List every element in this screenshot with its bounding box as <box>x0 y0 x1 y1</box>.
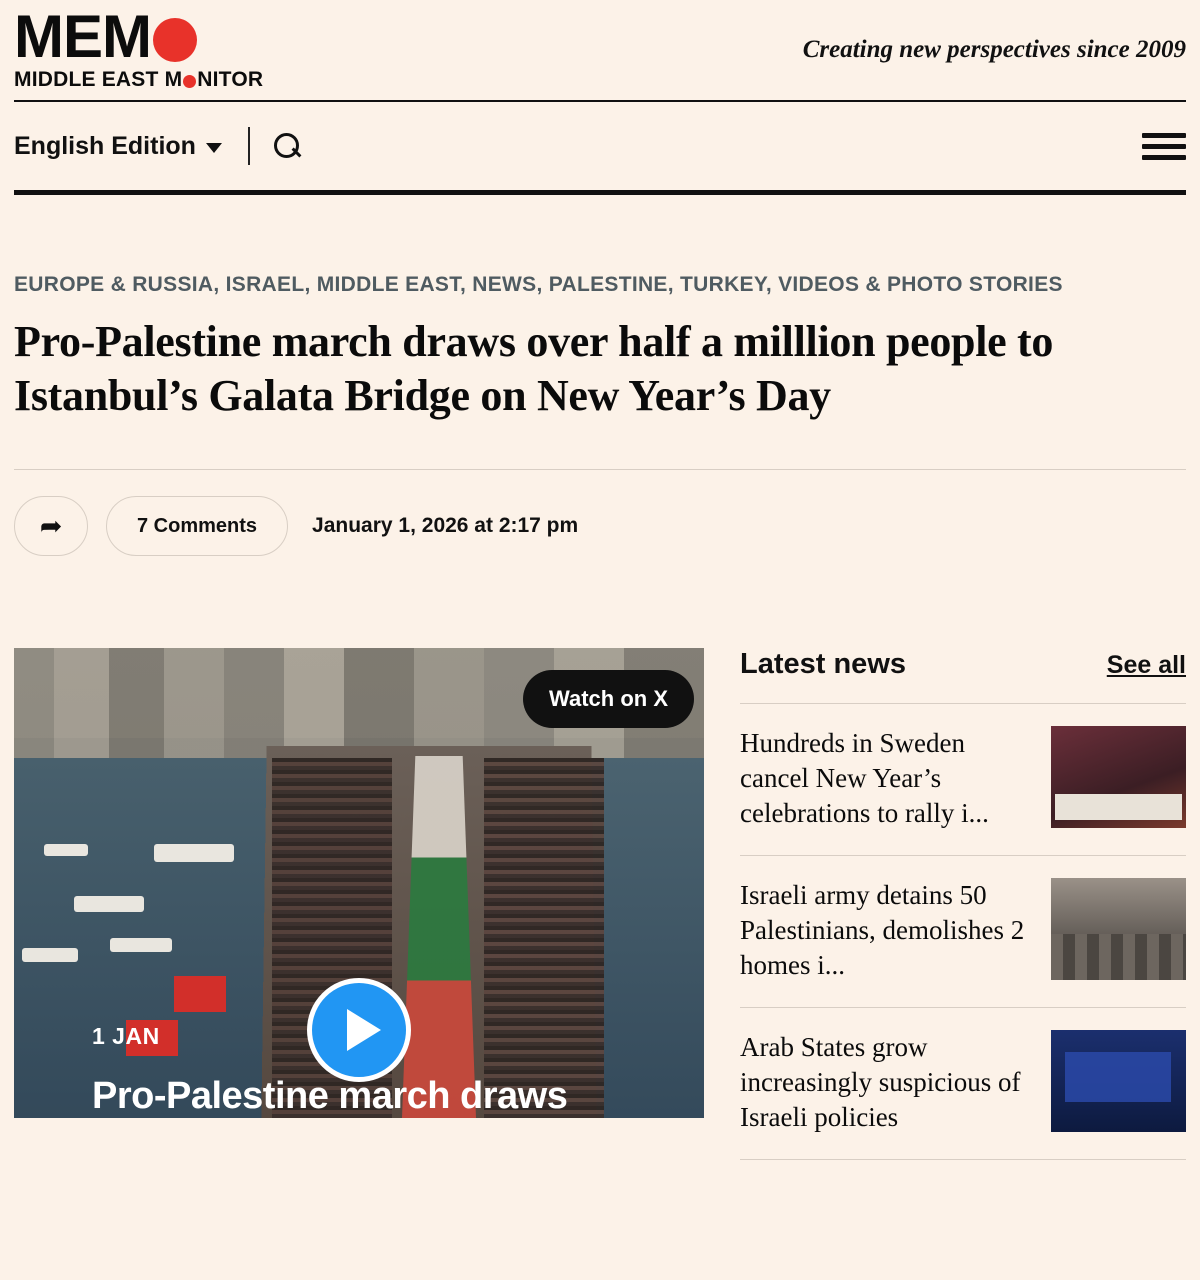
news-title: Israeli army detains 50 Palestinians, demolishes 2 homes i... <box>740 880 1025 980</box>
chevron-down-icon <box>206 143 222 153</box>
news-title: Hundreds in Sweden cancel New Year’s celebrations to rally i... <box>740 728 989 828</box>
video-title-overlay: Pro-Palestine march draws <box>92 1075 568 1117</box>
logo-dot-icon <box>153 18 197 62</box>
list-item[interactable] <box>740 704 1186 856</box>
logo-o-dot-icon <box>183 75 196 88</box>
sidebar <box>740 648 1186 1160</box>
video-date-overlay: 1 JAN <box>92 1023 160 1049</box>
edition-label: English Edition <box>14 131 196 160</box>
logo-subtitle <box>14 68 263 92</box>
article-categories[interactable]: EUROPE & RUSSIA, ISRAEL, MIDDLE EAST, NEWS, PALESTINE, TURKEY, VIDEOS & PHOTO STORIES <box>14 273 1063 296</box>
sidebar-title: Latest news <box>740 648 906 680</box>
hamburger-line <box>1142 144 1186 149</box>
site-logo[interactable] <box>14 3 264 92</box>
news-thumbnail <box>1051 1030 1186 1132</box>
logo-wordmark-text: MEM <box>14 3 151 70</box>
video-crowd-right <box>484 758 604 1118</box>
news-title: Arab States grow increasingly suspicious of Israeli policies <box>740 1032 1021 1132</box>
logo-wordmark <box>14 3 263 70</box>
share-icon: ➦ <box>39 510 63 541</box>
article-meta <box>0 470 1200 556</box>
see-all-link[interactable]: See all <box>1106 651 1186 679</box>
video-column <box>14 648 704 1160</box>
edition-selector[interactable] <box>14 132 222 161</box>
site-tagline: Creating new perspectives since 2009 <box>802 36 1186 63</box>
boat <box>154 844 234 862</box>
boat <box>74 896 144 912</box>
sidebar-header <box>740 648 1186 681</box>
publish-date: January 1, 2026 at 2:17 pm <box>312 514 579 537</box>
hamburger-line <box>1142 155 1186 160</box>
page-title: Pro-Palestine march draws over half a milllion people to Istanbul’s Galata Bridge on New Year’s Day <box>14 317 1054 420</box>
watch-on-x-button[interactable]: Watch on X <box>523 670 694 728</box>
article-body <box>0 556 1200 1160</box>
comments-count-label: 7 Comments <box>137 514 258 537</box>
boat <box>110 938 172 952</box>
nav-divider <box>248 127 250 165</box>
share-button[interactable] <box>14 496 88 556</box>
news-thumbnail <box>1051 878 1186 980</box>
navigation-bar <box>0 102 1200 190</box>
boat <box>44 844 88 856</box>
masthead <box>0 0 1200 100</box>
video-player[interactable] <box>14 648 704 1118</box>
comments-button[interactable] <box>106 496 288 556</box>
logo-subtitle-right: NITOR <box>197 68 264 91</box>
search-icon[interactable] <box>272 131 302 161</box>
hamburger-line <box>1142 133 1186 138</box>
list-item[interactable] <box>740 1008 1186 1160</box>
news-thumbnail <box>1051 726 1186 828</box>
hamburger-icon[interactable] <box>1142 127 1186 166</box>
article-header <box>0 195 1200 423</box>
turkish-flag-icon <box>174 976 226 1012</box>
list-item[interactable] <box>740 856 1186 1008</box>
play-triangle <box>347 1009 381 1051</box>
play-icon[interactable] <box>307 978 411 1082</box>
logo-subtitle-left: MIDDLE EAST M <box>14 68 183 91</box>
boat <box>22 948 78 962</box>
